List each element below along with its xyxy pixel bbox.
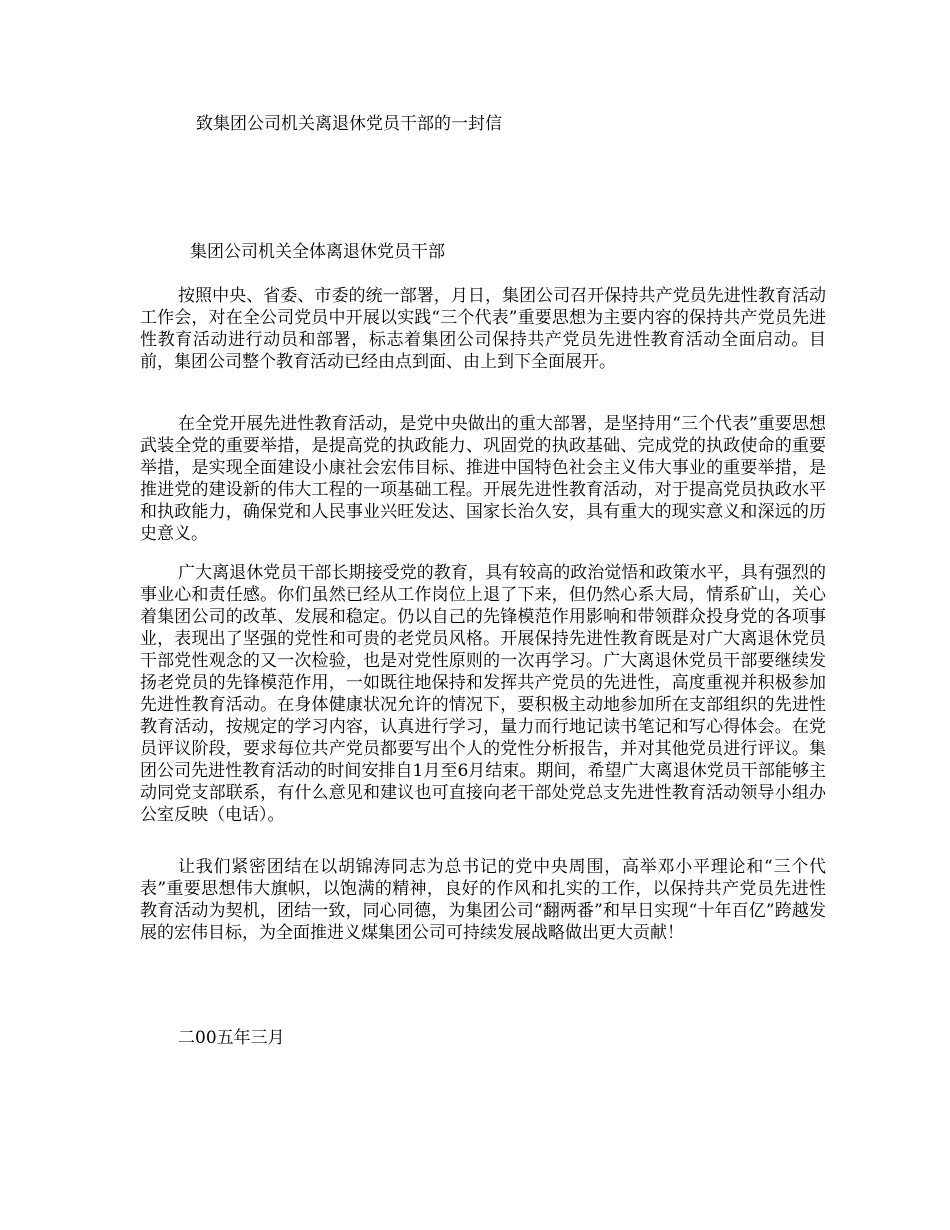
- body-paragraph-4: 让我们紧密团结在以胡锦涛同志为总书记的党中央周围，高举邓小平理论和“三个代表”重要思想伟大旗帜，以饱满的精神，良好的作风和扎实的工作，以保持共产党员先进性教育活动为契机，团结一致，同心同德，为集团公司“翻两番”和早日实现“十年百亿”跨越发展的宏伟目标，为全面推进义煤集团公司可持续发展战略做出更大贡献！: [140, 857, 826, 943]
- body-paragraph-1: 按照中央、省委、市委的统一部署，月日，集团公司召开保持共产党员先进性教育活动工作会，对在全公司党员中开展以实践“三个代表”重要思想为主要内容的保持共产党员先进性教育活动进行动员和部署，标志着集团公司保持共产党员先进性教育活动全面启动。目前，集团公司整个教育活动已经由点到面、由上到下全面展开。: [140, 286, 826, 372]
- letter-salutation: 集团公司机关全体离退休党员干部: [190, 242, 445, 262]
- letter-date: 二00五年三月: [178, 1028, 285, 1048]
- body-paragraph-2: 在全党开展先进性教育活动，是党中央做出的重大部署，是坚持用“三个代表”重要思想武装全党的重要举措，是提高党的执政能力、巩固党的执政基础、完成党的执政使命的重要举措，是实现全面建设小康社会宏伟目标、推进中国特色社会主义伟大事业的重要举措，是推进党的建设新的伟大工程的一项基础工程。开展先进性教育活动，对于提高党员执政水平和执政能力，确保党和人民事业兴旺发达、国家长治久安，具有重大的现实意义和深远的历史意义。: [140, 414, 826, 544]
- letter-title: 致集团公司机关离退休党员干部的一封信: [196, 114, 502, 134]
- body-paragraph-3: 广大离退休党员干部长期接受党的教育，具有较高的政治觉悟和政策水平，具有强烈的事业心和责任感。你们虽然已经从工作岗位上退了下来，但仍然心系大局，情系矿山，关心着集团公司的改革、发展和稳定。仍以自己的先锋模范作用影响和带领群众投身党的各项事业，表现出了坚强的党性和可贵的老党员风格。开展保持先进性教育既是对广大离退休党员干部党性观念的又一次检验，也是对党性原则的一次再学习。广大离退休党员干部要继续发扬老党员的先锋模范作用，一如既往地保持和发挥共产党员的先进性，高度重视并积极参加先进性教育活动。在身体健康状况允许的情况下，要积极主动地参加所在支部组织的先进性教育活动，按规定的学习内容，认真进行学习，量力而行地记读书笔记和写心得体会。在党员评议阶段，要求每位共产党员都要写出个人的党性分析报告，并对其他党员进行评议。集团公司先进性教育活动的时间安排自1月至6月结束。期间，希望广大离退休党员干部能够主动同党支部联系，有什么意见和建议也可直接向老干部处党总支先进性教育活动领导小组办公室反映（电话）。: [140, 563, 826, 825]
